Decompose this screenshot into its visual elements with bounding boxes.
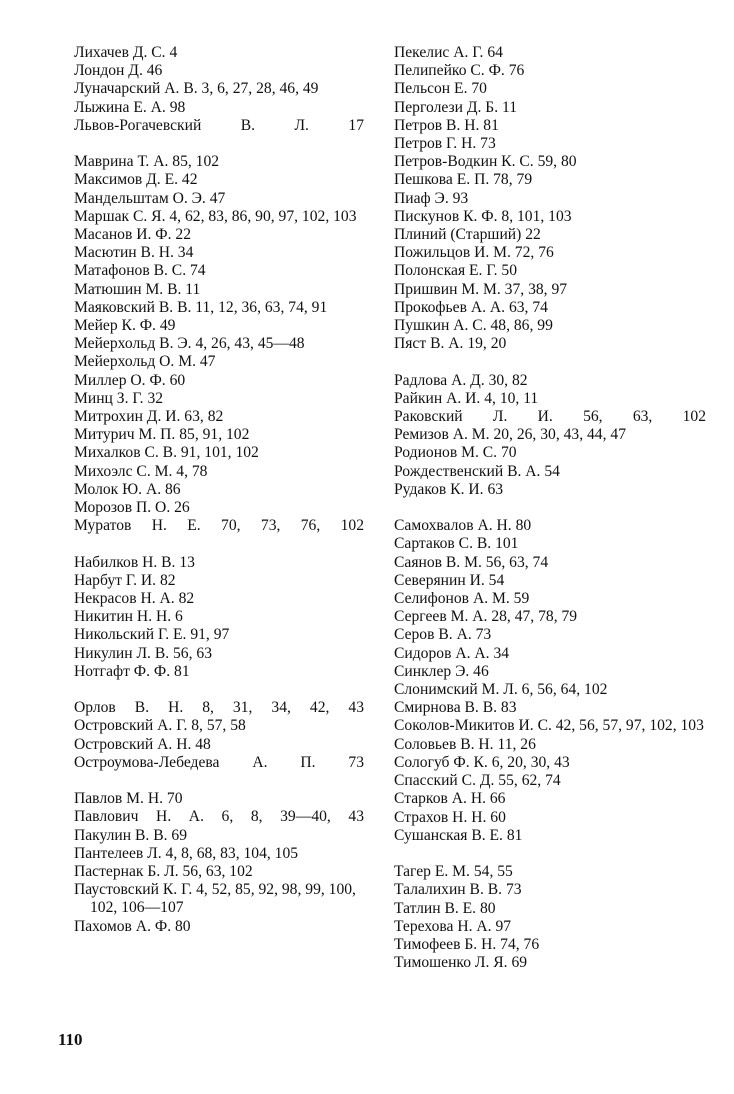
index-entry: Маврина Т. А. 85, 102 (74, 153, 220, 171)
index-entry: Никитин Н. Н. 6 (74, 608, 183, 626)
index-entry: Митрохин Д. И. 63, 82 (74, 408, 224, 426)
index-entry: Петров-Водкин К. С. 59, 80 (394, 153, 577, 171)
index-entry: Райкин А. И. 4, 10, 11 (394, 389, 539, 407)
index-entry: Масанов И. Ф. 22 (74, 226, 191, 244)
index-entry: Соловьев В. Н. 11, 26 (394, 735, 536, 753)
index-entry: Михоэлс С. М. 4, 78 (74, 462, 208, 480)
index-entry: Маяковский В. В. 11, 12, 36, 63, 74, 91 (74, 298, 328, 316)
index-entry: Тимошенко Л. Я. 69 (394, 954, 528, 972)
index-entry: Рудаков К. И. 63 (394, 480, 504, 498)
index-entry: Нотгафт Ф. Ф. 81 (74, 662, 190, 680)
index-entry: Нарбут Г. И. 82 (74, 571, 176, 589)
index-entry: Пекелис А. Г. 64 (394, 44, 503, 61)
index-entry: Петров В. Н. 81 (394, 116, 499, 134)
index-entry: Некрасов Н. А. 82 (74, 590, 195, 608)
index-entry: Лондон Д. 46 (74, 62, 163, 80)
index-entry: Татлин В. Е. 80 (394, 899, 496, 917)
index-entry: Михалков С. В. 91, 101, 102 (74, 444, 259, 462)
index-entry: Саянов В. М. 56, 63, 74 (394, 553, 549, 571)
index-entry: Пиаф Э. 93 (394, 189, 469, 207)
index-entry: Сологуб Ф. К. 6, 20, 30, 43 (394, 753, 570, 771)
index-entry: Мейерхольд О. М. 47 (74, 353, 216, 371)
letter-group-gap (394, 845, 706, 863)
index-entry: Мандельштам О. Э. 47 (74, 189, 226, 207)
page-number: 110 (58, 1030, 83, 1049)
index-entry: Полонская Е. Г. 50 (394, 262, 517, 280)
index-entry: Синклер Э. 46 (394, 662, 489, 680)
letter-group-gap (394, 499, 706, 517)
index-entry: Рождественский В. А. 54 (394, 462, 560, 480)
index-entry: Митурич М. П. 85, 91, 102 (74, 426, 250, 444)
index-entry: Павлов М. Н. 70 (74, 790, 183, 808)
index-entry: Остроумова-Лебедева А. П. 73 (74, 753, 364, 771)
index-entry: Страхов Н. Н. 60 (394, 808, 506, 826)
index-entry: Родионов М. С. 70 (394, 444, 517, 462)
index-entry: Минц З. Г. 32 (74, 389, 164, 407)
index-entry: Серов В. А. 73 (394, 626, 492, 644)
index-entry: Максимов Д. Е. 42 (74, 171, 198, 189)
index-entry: Мейер К. Ф. 49 (74, 317, 176, 335)
index-entry: Пожильцов И. М. 72, 76 (394, 244, 554, 262)
index-entry: Пяст В. А. 19, 20 (394, 335, 507, 353)
index-entry: Сартаков С. В. 101 (394, 535, 519, 553)
index-entry: Тагер Е. М. 54, 55 (394, 863, 513, 881)
index-entry: Пастернак Б. Л. 56, 63, 102 (74, 863, 253, 881)
index-entry: Набилков Н. В. 13 (74, 553, 195, 571)
index-entry: Пантелеев Л. 4, 8, 68, 83, 104, 105 (74, 844, 299, 862)
index-entry: Островский А. Н. 48 (74, 735, 211, 753)
index-entry: Матафонов В. С. 74 (74, 262, 206, 280)
letter-group-gap (74, 772, 364, 790)
index-entry: Ремизов А. М. 20, 26, 30, 43, 44, 47 (394, 426, 626, 444)
index-entry: Сергеев М. А. 28, 47, 78, 79 (394, 608, 578, 626)
index-entry: Радлова А. Д. 30, 82 (394, 371, 528, 389)
index-entry: Молок Ю. А. 86 (74, 480, 181, 498)
letter-group-gap (74, 681, 364, 699)
index-entry: Пакулин В. В. 69 (74, 826, 188, 844)
index-entry: Тимофеев Б. Н. 74, 76 (394, 935, 540, 953)
index-entry: Орлов В. Н. 8, 31, 34, 42, 43 (74, 699, 364, 717)
index-entry: Маршак С. Я. 4, 62, 83, 86, 90, 97, 102, 103 (74, 207, 357, 225)
index-entry: Слонимский М. Л. 6, 56, 64, 102 (394, 681, 608, 699)
index-entry: Морозов П. О. 26 (74, 499, 190, 517)
index-entry: Соколов-Микитов И. С. 42, 56, 57, 97, 102, 103 (394, 717, 704, 735)
index-entry: Талалихин В. В. 73 (394, 881, 522, 899)
index-entry: Сушанская В. Е. 81 (394, 826, 523, 844)
index-entry: Лихачев Д. С. 4 (74, 44, 178, 61)
index-entry: Островский А. Г. 8, 57, 58 (74, 717, 246, 735)
index-entry: Самохвалов А. Н. 80 (394, 517, 532, 535)
index-entry: Пушкин А. С. 48, 86, 99 (394, 317, 553, 335)
index-entry: Муратов Н. Е. 70, 73, 76, 102 (74, 517, 364, 535)
index-entry: Плиний (Старший) 22 (394, 226, 541, 244)
index-entry: Павлович Н. А. 6, 8, 39—40, 43 (74, 808, 364, 826)
index-entry: Луначарский А. В. 3, 6, 27, 28, 46, 49 (74, 80, 319, 98)
letter-group-gap (74, 135, 364, 153)
index-entry: Старков А. Н. 66 (394, 790, 506, 808)
index-entry: Пискунов К. Ф. 8, 101, 103 (394, 207, 572, 225)
index-entry: Пришвин М. М. 37, 38, 97 (394, 280, 568, 298)
index-entry: Пелипейко С. Ф. 76 (394, 62, 525, 80)
index-entry: Никольский Г. Е. 91, 97 (74, 626, 230, 644)
index-entry: Петров Г. Н. 73 (394, 135, 496, 153)
index-entry: Северянин И. 54 (394, 571, 505, 589)
letter-group-gap (74, 535, 364, 553)
index-entry: Прокофьев А. А. 63, 74 (394, 298, 548, 316)
index-entry: Матюшин М. В. 11 (74, 280, 201, 298)
index-entry: Спасский С. Д. 55, 62, 74 (394, 772, 561, 790)
index-entry: Никулин Л. В. 56, 63 (74, 644, 212, 662)
index-entry: Перголези Д. Б. 11 (394, 98, 518, 116)
index-column-right (394, 44, 706, 972)
index-entry: Пахомов А. Ф. 80 (74, 917, 191, 935)
index-column-left (74, 44, 364, 936)
index-entry: Лыжина Е. А. 98 (74, 98, 186, 116)
index-entry: Паустовский К. Г. 4, 52, 85, 92, 98, 99, 100, 102, 106—107 (74, 881, 356, 917)
index-entry: Раковский Л. И. 56, 63, 102 (394, 408, 706, 426)
index-entry: Мейерхольд В. Э. 4, 26, 43, 45—48 (74, 335, 305, 353)
letter-group-gap (394, 353, 706, 371)
index-entry: Львов-Рогачевский В. Л. 17 (74, 116, 364, 134)
index-entry: Масютин В. Н. 34 (74, 244, 194, 262)
index-entry: Терехова Н. А. 97 (394, 917, 512, 935)
index-entry: Миллер О. Ф. 60 (74, 371, 186, 389)
index-entry: Селифонов А. М. 59 (394, 590, 530, 608)
index-entry: Сидоров А. А. 34 (394, 644, 510, 662)
index-entry: Пельсон Е. 70 (394, 80, 487, 98)
index-entry: Пешкова Е. П. 78, 79 (394, 171, 533, 189)
index-entry: Смирнова В. В. 83 (394, 699, 517, 717)
